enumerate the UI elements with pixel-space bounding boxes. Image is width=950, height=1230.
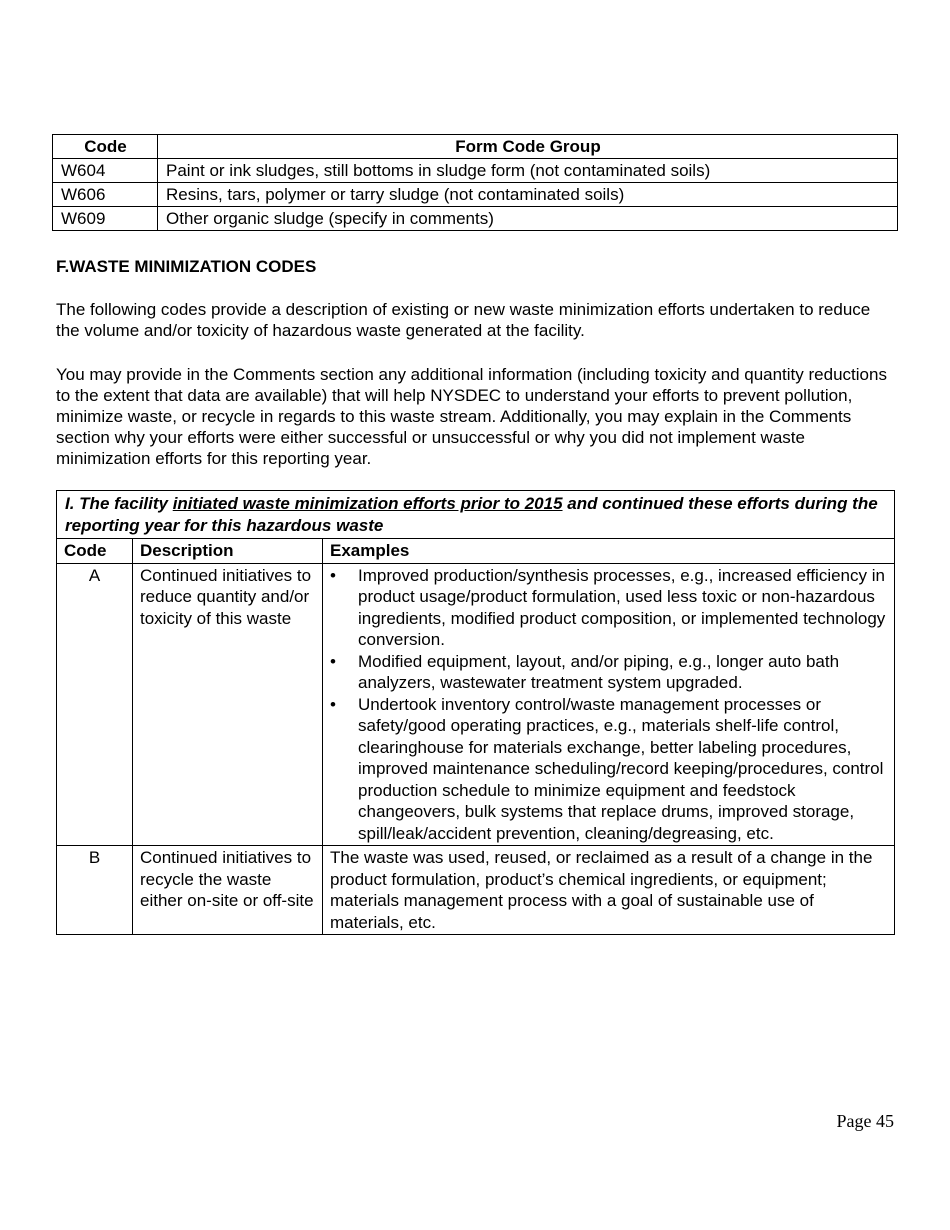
banner-rest: and continued these efforts during the reporting year for this hazardous waste bbox=[65, 494, 878, 535]
code-cell: W609 bbox=[53, 207, 158, 231]
page-number: Page 45 bbox=[836, 1111, 894, 1131]
examples-cell: The waste was used, reused, or reclaimed as a result of a change in the product formulation, product’s chemical ingredients, or equipment; materials management process with a goal of sustainable use of materials, etc. bbox=[323, 846, 895, 935]
form-code-table bbox=[52, 134, 898, 231]
examples-cell bbox=[323, 563, 895, 846]
code-cell: W606 bbox=[53, 183, 158, 207]
bullet-icon: • bbox=[330, 694, 336, 714]
table-row bbox=[57, 846, 895, 935]
banner-lead: The facility bbox=[79, 494, 173, 513]
intro-paragraph: The following codes provide a description of existing or new waste minimization efforts undertaken to reduce the volume and/or toxicity of hazardous waste generated at the facility. bbox=[56, 300, 871, 340]
example-text: Improved production/synthesis processes, e.g., increased efficiency in product usage/product formulation, used less toxic or non-hazardous ingredients, modified product composition, or implemented technology conversion. bbox=[358, 565, 886, 649]
bullet-icon: • bbox=[330, 651, 336, 671]
code-cell: B bbox=[57, 846, 133, 935]
column-header-examples: Examples bbox=[323, 539, 895, 564]
list-item bbox=[330, 565, 887, 651]
column-header-description: Description bbox=[133, 539, 323, 564]
description-cell: Continued initiatives to reduce quantity and/or toxicity of this waste bbox=[133, 563, 323, 846]
example-text: Undertook inventory control/waste management processes or safety/good operating practices, e.g., materials shelf-life control, clearinghouse for materials exchange, better labeling procedures, improved maintenance scheduling/record keeping/procedures, control production schedule to minimize equipment and feedstock changeovers, bulk systems that replace drums, improved storage, spill/leak/accident prevention, cleaning/degreasing, etc. bbox=[358, 694, 884, 843]
code-cell: W604 bbox=[53, 159, 158, 183]
group-cell: Resins, tars, polymer or tarry sludge (not contaminated soils) bbox=[158, 183, 898, 207]
code-cell: A bbox=[57, 563, 133, 846]
table-row bbox=[53, 207, 898, 231]
list-item bbox=[330, 651, 887, 694]
table-row bbox=[57, 563, 895, 846]
group-cell: Paint or ink sludges, still bottoms in sludge form (not contaminated soils) bbox=[158, 159, 898, 183]
section-heading: F.WASTE MINIMIZATION CODES bbox=[56, 257, 317, 276]
column-header-code: Code bbox=[57, 539, 133, 564]
comments-paragraph: You may provide in the Comments section any additional information (including toxicity and quantity reductions to the extent that data are available) that will help NYSDEC to understand your efforts to prevent pollution, minimize waste, or recycle in regards to this waste stream. Additionally, you may explain in the Comments section why your efforts were either successful or unsuccessful or why you did not implement waste minimization efforts for this reporting year. bbox=[56, 365, 887, 468]
banner-row bbox=[57, 491, 895, 539]
table-row bbox=[53, 159, 898, 183]
list-item bbox=[330, 694, 887, 845]
example-text: Modified equipment, layout, and/or piping, e.g., longer auto bath analyzers, wastewater treatment system upgraded. bbox=[358, 651, 840, 692]
column-header-form-code-group: Form Code Group bbox=[158, 135, 898, 159]
banner-prefix: I. bbox=[65, 494, 80, 513]
description-cell: Continued initiatives to recycle the waste either on-site or off-site bbox=[133, 846, 323, 935]
bullet-icon: • bbox=[330, 565, 336, 585]
table-banner bbox=[57, 491, 895, 539]
banner-underlined: initiated waste minimization efforts prior to 2015 bbox=[172, 494, 563, 513]
table-header-row bbox=[57, 539, 895, 564]
examples-list bbox=[330, 565, 887, 845]
column-header-code: Code bbox=[53, 135, 158, 159]
table-row bbox=[53, 183, 898, 207]
group-cell: Other organic sludge (specify in comments) bbox=[158, 207, 898, 231]
table-header-row bbox=[53, 135, 898, 159]
waste-minimization-table bbox=[56, 490, 895, 935]
